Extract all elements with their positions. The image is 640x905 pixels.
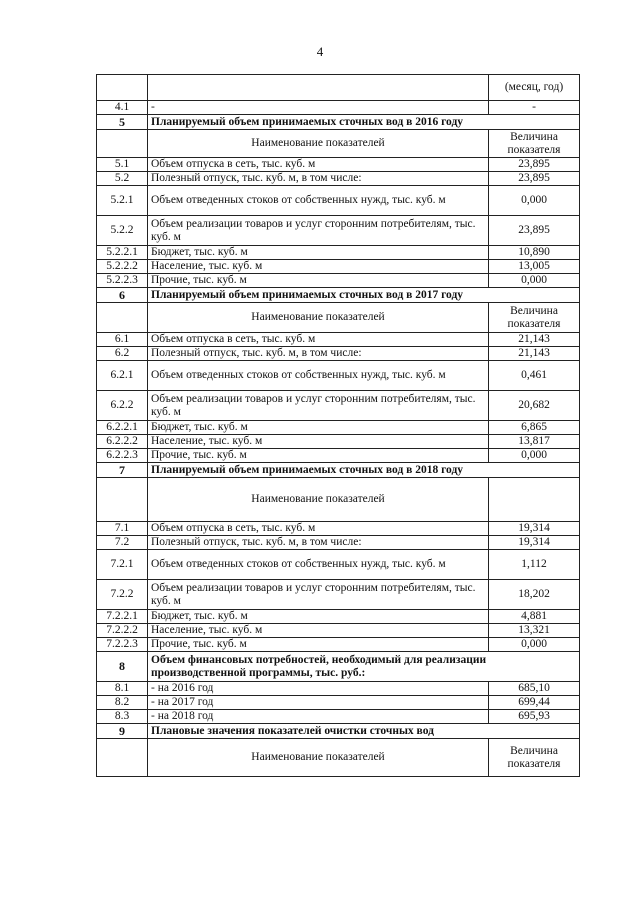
section-title: Планируемый объем принимаемых сточных вод в 2018 году xyxy=(148,463,580,478)
header-name: Наименование показателей xyxy=(148,303,489,333)
row-value: 13,005 xyxy=(489,260,580,274)
row-number: 6.2.2 xyxy=(97,391,148,421)
row-name: Население, тыс. куб. м xyxy=(148,435,489,449)
row-number: 5.2 xyxy=(97,172,148,186)
row-number: 8.3 xyxy=(97,710,148,724)
row-value: 21,143 xyxy=(489,333,580,347)
row-value: 4,881 xyxy=(489,610,580,624)
row-name: Объем отведенных стоков от собственных нужд, тыс. куб. м xyxy=(148,361,489,391)
row-number: 7.1 xyxy=(97,522,148,536)
table-row xyxy=(97,710,580,724)
section-row xyxy=(97,652,580,682)
row-value: 699,44 xyxy=(489,696,580,710)
row-name: Объем отведенных стоков от собственных нужд, тыс. куб. м xyxy=(148,186,489,216)
row-number: 7.2.2.2 xyxy=(97,624,148,638)
row-value: 18,202 xyxy=(489,580,580,610)
header-name: Наименование показателей xyxy=(148,739,489,777)
table-row xyxy=(97,158,580,172)
table-row xyxy=(97,75,580,101)
table-row xyxy=(97,421,580,435)
row-number: 8.2 xyxy=(97,696,148,710)
row-name: - на 2016 год xyxy=(148,682,489,696)
row-value: 0,000 xyxy=(489,274,580,288)
row-name: Полезный отпуск, тыс. куб. м, в том числе: xyxy=(148,536,489,550)
row-number: 6.1 xyxy=(97,333,148,347)
section-number: 7 xyxy=(97,463,148,478)
row-name xyxy=(148,75,489,101)
table-row xyxy=(97,638,580,652)
table-row xyxy=(97,246,580,260)
row-number xyxy=(97,75,148,101)
row-number: 7.2 xyxy=(97,536,148,550)
table-row xyxy=(97,580,580,610)
table-row xyxy=(97,435,580,449)
row-number: 6.2.2.3 xyxy=(97,449,148,463)
row-value: 19,314 xyxy=(489,536,580,550)
section-row xyxy=(97,463,580,478)
row-value: 685,10 xyxy=(489,682,580,696)
table-row xyxy=(97,333,580,347)
row-number: 6.2.2.2 xyxy=(97,435,148,449)
program-table xyxy=(96,74,580,777)
row-value: 21,143 xyxy=(489,347,580,361)
row-name: Объем отпуска в сеть, тыс. куб. м xyxy=(148,158,489,172)
row-name: Бюджет, тыс. куб. м xyxy=(148,610,489,624)
row-number: 7.2.2.3 xyxy=(97,638,148,652)
page-number: 4 xyxy=(316,44,324,59)
row-number: 7.2.2.1 xyxy=(97,610,148,624)
section-number: 8 xyxy=(97,652,148,682)
header-name: Наименование показателей xyxy=(148,478,489,522)
section-title: Планируемый объем принимаемых сточных вод в 2017 году xyxy=(148,288,580,303)
row-value: 695,93 xyxy=(489,710,580,724)
row-number: 6.2.1 xyxy=(97,361,148,391)
row-number: 5.1 xyxy=(97,158,148,172)
row-number: 8.1 xyxy=(97,682,148,696)
section-title: Плановые значения показателей очистки сточных вод xyxy=(148,724,580,739)
table-row xyxy=(97,522,580,536)
row-value: 0,000 xyxy=(489,186,580,216)
table-row xyxy=(97,260,580,274)
row-name: Объем отпуска в сеть, тыс. куб. м xyxy=(148,333,489,347)
table-row xyxy=(97,696,580,710)
row-number: 5.2.2 xyxy=(97,216,148,246)
row-name: - на 2017 год xyxy=(148,696,489,710)
row-name: Прочие, тыс. куб. м xyxy=(148,449,489,463)
row-value: 19,314 xyxy=(489,522,580,536)
table-row xyxy=(97,550,580,580)
row-value: 0,000 xyxy=(489,449,580,463)
row-name: - на 2018 год xyxy=(148,710,489,724)
row-name: Прочие, тыс. куб. м xyxy=(148,274,489,288)
row-number: 5.2.1 xyxy=(97,186,148,216)
section-number: 9 xyxy=(97,724,148,739)
row-number: 6.2 xyxy=(97,347,148,361)
row-number: 5.2.2.3 xyxy=(97,274,148,288)
table-row xyxy=(97,274,580,288)
row-number: 7.2.2 xyxy=(97,580,148,610)
table-row xyxy=(97,216,580,246)
row-value: 10,890 xyxy=(489,246,580,260)
row-value: 1,112 xyxy=(489,550,580,580)
row-number: 5.2.2.2 xyxy=(97,260,148,274)
section-row xyxy=(97,724,580,739)
row-value: 13,321 xyxy=(489,624,580,638)
row-name: Объем реализации товаров и услуг сторонним потребителям, тыс. куб. м xyxy=(148,216,489,246)
row-name: - xyxy=(148,101,489,115)
row-name: Бюджет, тыс. куб. м xyxy=(148,421,489,435)
row-number: 4.1 xyxy=(97,101,148,115)
table-row xyxy=(97,101,580,115)
row-name: Бюджет, тыс. куб. м xyxy=(148,246,489,260)
header-row xyxy=(97,303,580,333)
row-value: 6,865 xyxy=(489,421,580,435)
table-row xyxy=(97,172,580,186)
row-value: 13,817 xyxy=(489,435,580,449)
section-row xyxy=(97,115,580,130)
row-value: (месяц, год) xyxy=(489,75,580,101)
table-row xyxy=(97,610,580,624)
row-value: - xyxy=(489,101,580,115)
header-value: Величина показателя xyxy=(489,739,580,777)
section-number: 5 xyxy=(97,115,148,130)
table-row xyxy=(97,536,580,550)
row-name: Население, тыс. куб. м xyxy=(148,624,489,638)
row-name: Объем реализации товаров и услуг сторонним потребителям, тыс. куб. м xyxy=(148,391,489,421)
row-name: Прочие, тыс. куб. м xyxy=(148,638,489,652)
row-name: Полезный отпуск, тыс. куб. м, в том числе: xyxy=(148,347,489,361)
header-row xyxy=(97,130,580,158)
row-name: Полезный отпуск, тыс. куб. м, в том числе: xyxy=(148,172,489,186)
row-number: 5.2.2.1 xyxy=(97,246,148,260)
row-value: 23,895 xyxy=(489,172,580,186)
header-value xyxy=(489,478,580,522)
table-row xyxy=(97,361,580,391)
section-number: 6 xyxy=(97,288,148,303)
table-row xyxy=(97,391,580,421)
table-row xyxy=(97,449,580,463)
row-number: 6.2.2.1 xyxy=(97,421,148,435)
row-name: Объем отпуска в сеть, тыс. куб. м xyxy=(148,522,489,536)
row-value: 20,682 xyxy=(489,391,580,421)
row-name: Население, тыс. куб. м xyxy=(148,260,489,274)
table-row xyxy=(97,347,580,361)
table-row xyxy=(97,682,580,696)
row-number: 7.2.1 xyxy=(97,550,148,580)
row-name: Объем отведенных стоков от собственных нужд, тыс. куб. м xyxy=(148,550,489,580)
header-value: Величина показателя xyxy=(489,130,580,158)
row-value: 0,000 xyxy=(489,638,580,652)
table-row xyxy=(97,624,580,638)
row-value: 0,461 xyxy=(489,361,580,391)
section-title: Планируемый объем принимаемых сточных вод в 2016 году xyxy=(148,115,580,130)
row-name: Объем реализации товаров и услуг сторонним потребителям, тыс. куб. м xyxy=(148,580,489,610)
header-name: Наименование показателей xyxy=(148,130,489,158)
header-value: Величина показателя xyxy=(489,303,580,333)
section-row xyxy=(97,288,580,303)
row-value: 23,895 xyxy=(489,216,580,246)
header-row xyxy=(97,739,580,777)
table-row xyxy=(97,186,580,216)
row-value: 23,895 xyxy=(489,158,580,172)
header-row xyxy=(97,478,580,522)
section-title: Объем финансовых потребностей, необходимый для реализации производственной программы, тыс. руб.: xyxy=(148,652,580,682)
